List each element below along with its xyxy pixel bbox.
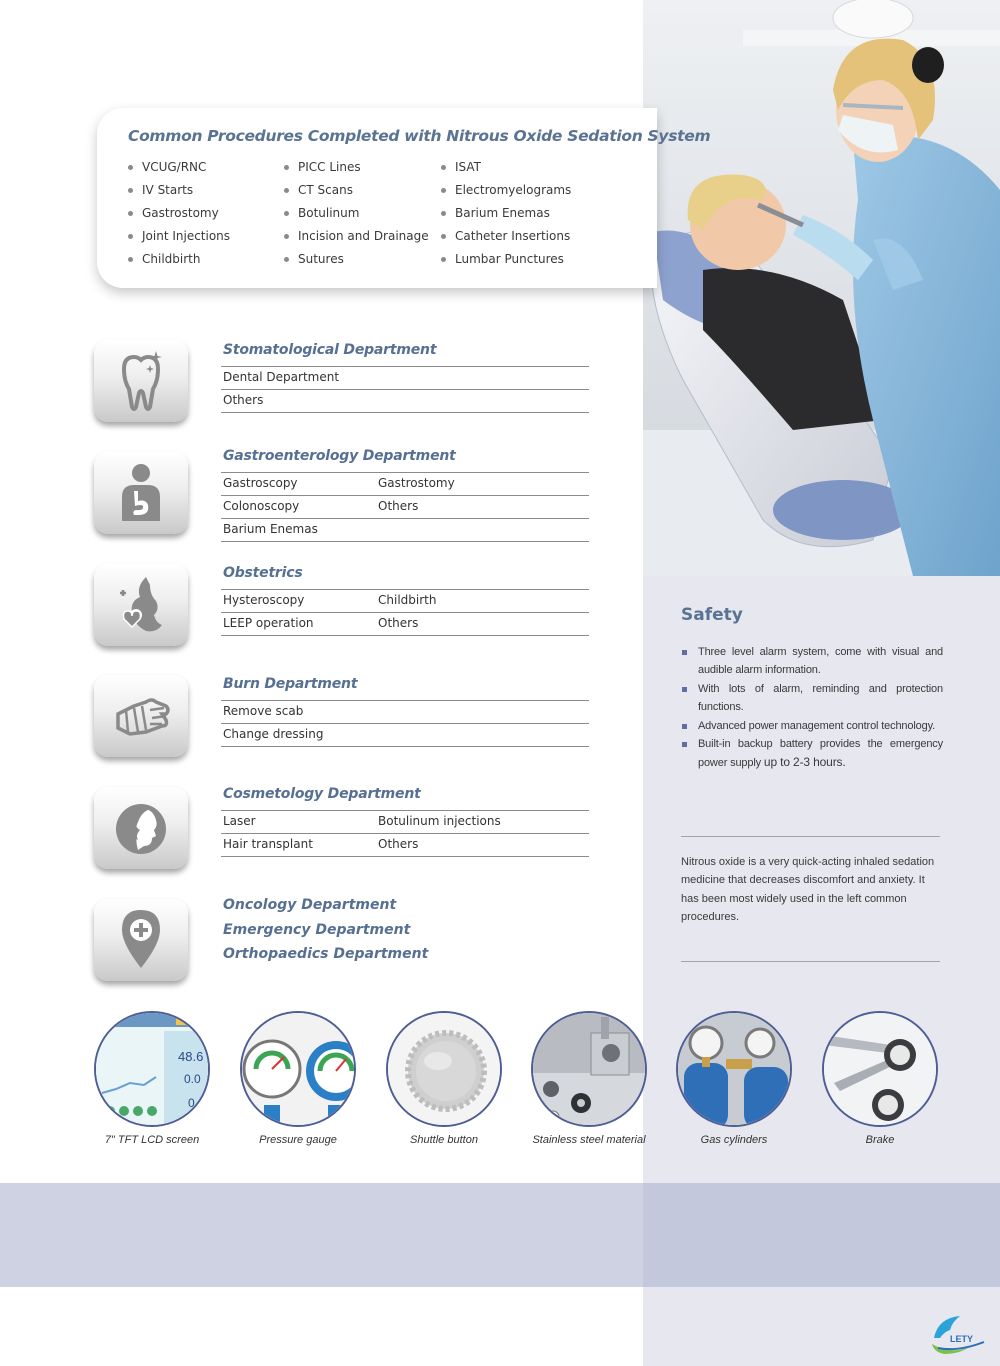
list-item: Catheter Insertions <box>441 227 571 250</box>
table-cell: Dental Department <box>223 370 340 384</box>
table-row <box>221 390 589 413</box>
list-item: CT Scans <box>284 181 429 204</box>
dept-title-emergency: Emergency Department <box>223 921 411 938</box>
dept-title-oncology: Oncology Department <box>223 897 397 913</box>
location-cross-icon <box>116 908 166 972</box>
list-item: Gastrostomy <box>128 204 230 227</box>
table-cell: Barium Enemas <box>223 522 318 536</box>
table-cell: Gastroscopy <box>223 476 298 490</box>
dolphin-logo-icon <box>928 1308 990 1356</box>
caster-wheel-icon <box>824 1013 938 1127</box>
procedures-column-3 <box>441 158 571 273</box>
list-item: Childbirth <box>128 250 230 273</box>
list-item: Sutures <box>284 250 429 273</box>
feature-image-cylinders <box>676 1011 792 1127</box>
lcd-reading-2: 0.0 <box>184 1072 201 1086</box>
dept-title-stomatological: Stomatological Department <box>223 342 437 358</box>
procedures-column-2 <box>284 158 429 273</box>
feature-image-gauge <box>240 1011 356 1127</box>
feature-image-brake <box>822 1011 938 1127</box>
bandaged-hand-icon <box>116 684 170 748</box>
dept-table-stomatological <box>221 366 589 413</box>
table-row <box>221 701 589 724</box>
dept-icon-gastroenterology <box>94 452 188 534</box>
list-item: IV Starts <box>128 181 230 204</box>
table-cell: Botulinum injections <box>378 814 501 828</box>
dept-table-gastroenterology <box>221 472 589 542</box>
feature-label-lcd: 7" TFT LCD screen <box>104 1134 200 1146</box>
feature-label-cylinders: Gas cylinders <box>700 1134 768 1146</box>
list-item: ISAT <box>441 158 571 181</box>
feature-image-steel <box>531 1011 647 1127</box>
feature-label-shuttle: Shuttle button <box>410 1134 478 1146</box>
bottom-band-right <box>643 1183 1000 1287</box>
list-item: Electromyelograms <box>441 181 571 204</box>
dept-icon-obstetrics <box>94 564 188 646</box>
dept-table-cosmetology <box>221 810 589 857</box>
stomach-icon <box>116 461 166 525</box>
safety-list <box>681 643 943 773</box>
dept-title-cosmetology: Cosmetology Department <box>223 786 421 802</box>
dept-table-obstetrics <box>221 589 589 636</box>
table-cell: Hysteroscopy <box>223 593 305 607</box>
table-row <box>221 724 589 747</box>
table-cell: Others <box>223 393 264 407</box>
list-item <box>681 735 943 773</box>
dept-icon-stomatological <box>94 340 188 422</box>
face-profile-icon <box>116 796 170 860</box>
shuttle-knob-icon <box>388 1013 502 1127</box>
list-item: Incision and Drainage <box>284 227 429 250</box>
divider <box>681 961 940 962</box>
table-cell: LEEP operation <box>223 616 314 630</box>
feature-label-gauge: Pressure gauge <box>259 1134 337 1146</box>
table-row <box>221 811 589 834</box>
safety-title: Safety <box>681 605 743 625</box>
list-item: PICC Lines <box>284 158 429 181</box>
dept-title-orthopaedics: Orthopaedics Department <box>223 946 429 962</box>
table-cell: Remove scab <box>223 704 304 718</box>
gas-cylinder-icon <box>678 1013 792 1127</box>
list-item: Barium Enemas <box>441 204 571 227</box>
list-item: Three level alarm system, come with visual and audible alarm information. <box>681 643 943 680</box>
procedures-title: Common Procedures Completed with Nitrous Oxide Sedation System <box>128 127 711 145</box>
list-item: Botulinum <box>284 204 429 227</box>
list-item: With lots of alarm, reminding and protection functions. <box>681 680 943 717</box>
feature-image-lcd <box>94 1011 210 1127</box>
table-cell: Colonoscopy <box>223 499 300 513</box>
tooth-icon <box>116 349 166 413</box>
steel-panel-icon <box>533 1013 647 1127</box>
list-item: Lumbar Punctures <box>441 250 571 273</box>
list-item: Joint Injections <box>128 227 230 250</box>
lcd-reading-3: 0 <box>188 1096 195 1110</box>
lcd-reading-1: 48.6 <box>178 1049 204 1064</box>
dept-title-obstetrics: Obstetrics <box>223 565 303 581</box>
divider <box>681 836 940 837</box>
feature-label-brake: Brake <box>865 1134 895 1146</box>
table-cell: Others <box>378 837 419 851</box>
table-cell: Change dressing <box>223 727 324 741</box>
table-cell: Others <box>378 499 419 513</box>
table-row <box>221 473 589 496</box>
list-item: Advanced power management control technology. <box>681 717 943 735</box>
pressure-gauge-icon <box>242 1013 356 1127</box>
feature-label-steel: Stainless steel material <box>532 1134 646 1146</box>
dept-icon-other <box>94 899 188 981</box>
list-item: VCUG/RNC <box>128 158 230 181</box>
table-cell: Laser <box>223 814 256 828</box>
other-departments-list <box>223 893 428 967</box>
logo-text: LETY <box>950 1334 974 1344</box>
nitrous-description: Nitrous oxide is a very quick-acting inhaled sedation medicine that decreases discomfort and anxiety. It has been most widely used in the left common procedures. <box>681 856 935 924</box>
table-row <box>221 496 589 519</box>
dept-icon-cosmetology <box>94 787 188 869</box>
table-cell: Hair transplant <box>223 837 313 851</box>
table-row <box>221 519 589 542</box>
table-cell: Childbirth <box>378 593 437 607</box>
dept-title-gastroenterology: Gastroenterology Department <box>223 448 456 464</box>
battery-text: Built-in backup battery provides the emergency power supply <box>698 738 943 770</box>
dept-title-burn: Burn Department <box>223 676 358 692</box>
mother-baby-icon <box>116 573 166 637</box>
dept-table-burn <box>221 700 589 747</box>
lcd-screen-icon <box>96 1013 210 1127</box>
table-row <box>221 613 589 636</box>
dept-icon-burn <box>94 675 188 757</box>
battery-duration: up to 2-3 hours. <box>763 755 846 770</box>
brand-logo <box>928 1308 990 1356</box>
procedures-column-1 <box>128 158 230 273</box>
dentist-treating-patient-photo <box>643 0 1000 576</box>
feature-image-shuttle <box>386 1011 502 1127</box>
table-cell: Gastrostomy <box>378 476 455 490</box>
table-row <box>221 367 589 390</box>
table-cell: Others <box>378 616 419 630</box>
table-row <box>221 590 589 613</box>
table-row <box>221 834 589 857</box>
